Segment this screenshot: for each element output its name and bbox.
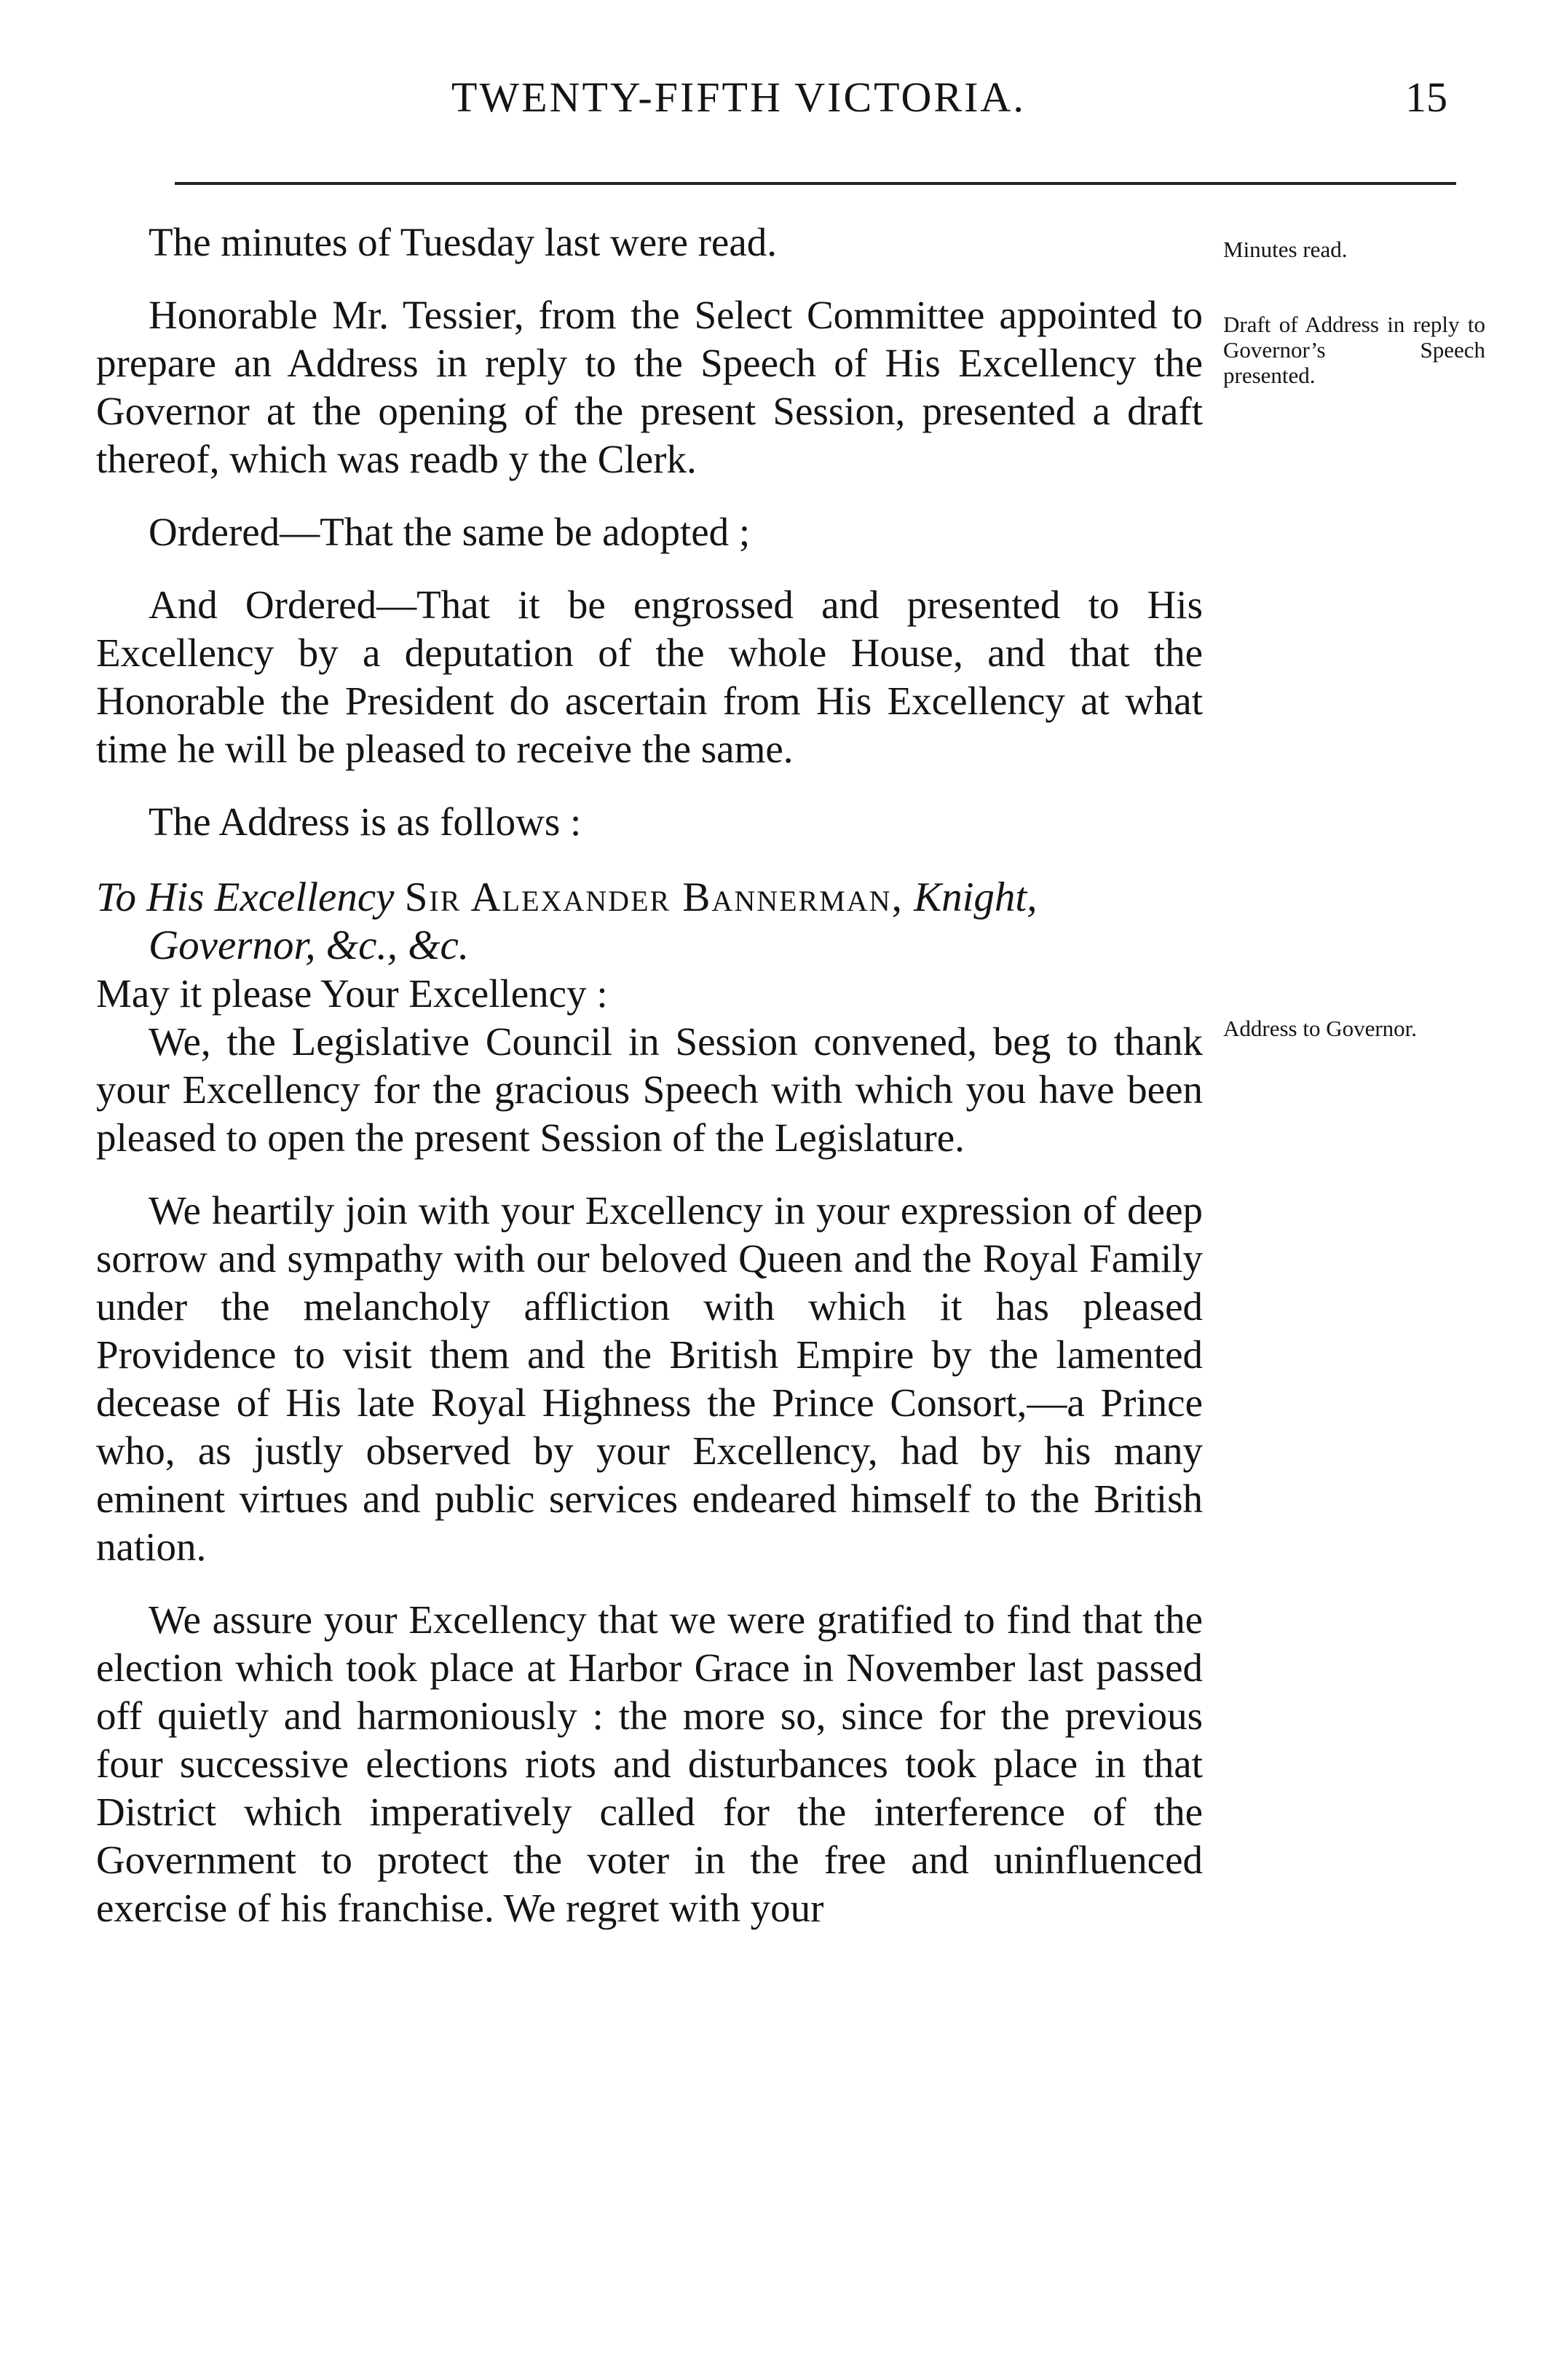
address-suffix: Knight, Governor, &c., &c. [149,874,1038,968]
address-salutation: May it please Your Excellency : [96,971,608,1016]
address-paragraph: We heartily join with your Excellency in your expression of deep sorrow and sympathy with our beloved Queen and the Royal Family under the melancholy affliction with which it has pleased Providence to visit them and the British Empire by the lamented decease of His late Royal Highness the Prince Consort,—a Prince who, as justly observed by your Excellency, had by his many eminent virtues and public services endeared himself to the British nation. [96,1188,1203,1569]
draft-address-paragraph: Honorable Mr. Tessier, from the Select Committee appointed to prepare an Address in reply to the Speech of His Excellency the Governor at the opening of the present Session, presented a draft thereof, which was readb y the Clerk. [96,293,1203,481]
address-intro-paragraph: The Address is as follows : [149,799,582,844]
address-paragraph: We assure your Excellency that we were gratified to find that the election which took place at Harbor Grace in November last passed off quietly and harmoniously : the more so, since for the previous four successive elections riots and disturbances took place in that District which imperatively called for the interference of the Government to protect the voter in the free and uninfluenced exercise of his franchise. We regret with your [96,1597,1203,1930]
ordered-paragraph: Ordered—That the same be adopted ; [149,510,751,554]
address-heading [96,874,1203,970]
and-ordered-paragraph: And Ordered—That it be engrossed and presented to His Excellency by a deputation of the whole House, and that the Honorable the President do ascertain from His Excellency at what time he will be pleased to receive the same. [96,582,1203,771]
minutes-paragraph: The minutes of Tuesday last were read. [149,220,778,264]
margin-note-minutes: Minutes read. [1223,237,1348,262]
header-rule [175,182,1456,185]
main-text-column [96,218,1203,1932]
margin-note-draft-address: Draft of Address in reply to Governor’s Speech presented. [1223,312,1485,388]
address-to: To His Excellency [96,874,395,920]
address-paragraph: We, the Legislative Council in Session convened, beg to thank your Excellency for the gracious Speech with which you have been pleased to open the present Session of the Legislature. [96,1019,1203,1160]
page-number: 15 [1405,74,1447,121]
margin-note-address: Address to Governor. [1223,1016,1418,1041]
address-name: Sir Alexander Bannerman, [404,874,904,920]
running-head: TWENTY-FIFTH VICTORIA. [451,74,1026,121]
